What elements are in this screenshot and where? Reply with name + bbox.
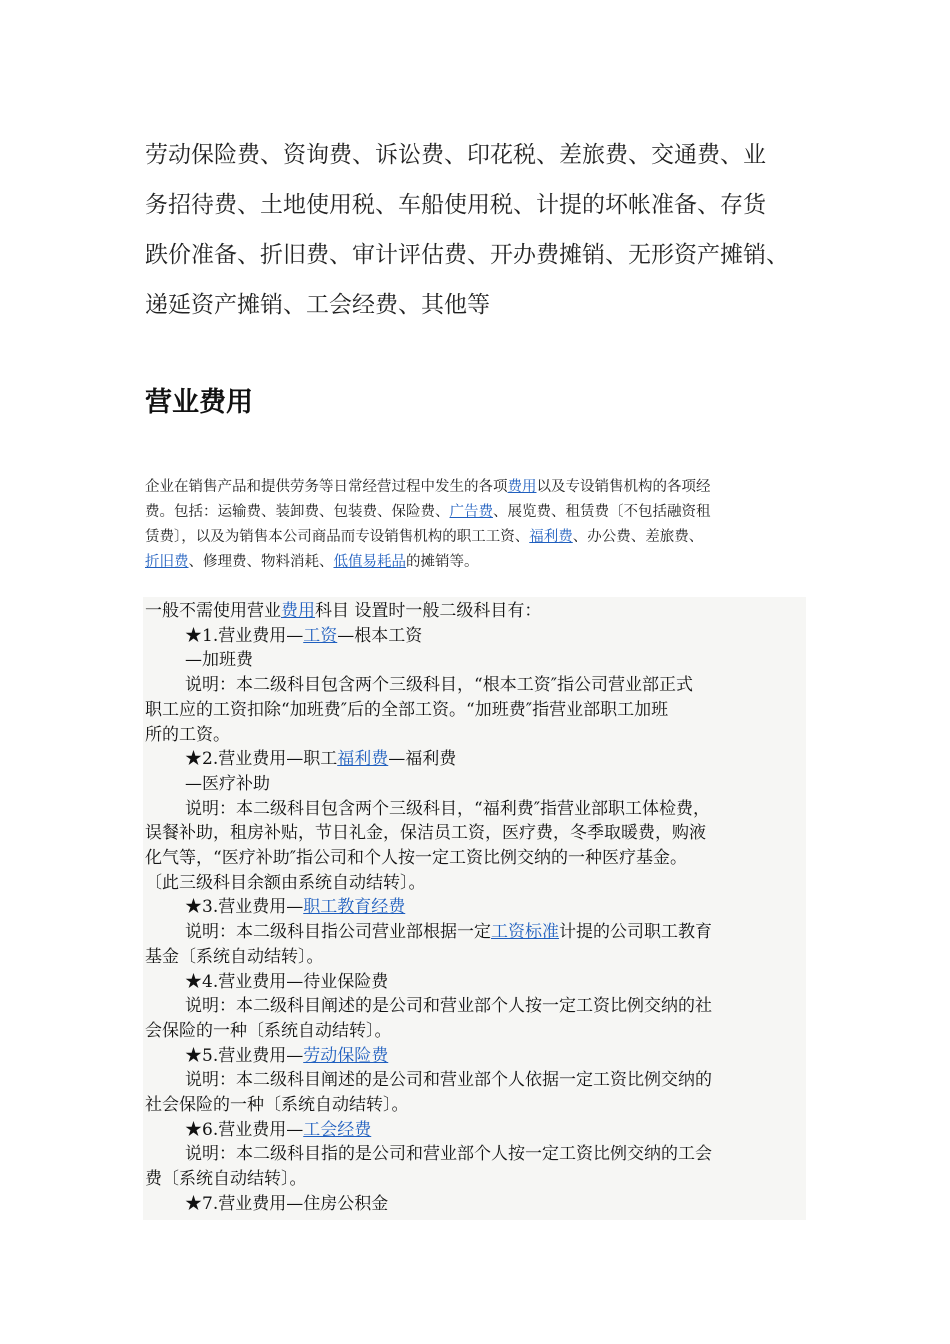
box-line — [145, 895, 805, 920]
definition-line — [145, 475, 815, 500]
text: 以及专设销售机构的各项经 — [536, 479, 711, 495]
text: ★6.营业费用— — [185, 1119, 304, 1140]
box-line — [145, 747, 805, 772]
box-line: 基金〔系统自动结转〕。 — [145, 946, 324, 967]
intro-paragraph — [145, 130, 835, 330]
definition-line — [145, 525, 815, 550]
box-line: 所的工资。 — [145, 724, 230, 745]
text: ★3.营业费用— — [185, 897, 304, 918]
text: 企业在销售产品和提供劳务等日常经营过程中发生的各项 — [145, 479, 508, 495]
text: 赁费〕，以及为销售本公司商品而专设销售机构的职工工资、 — [145, 529, 530, 545]
text: 计提的公司职工教育 — [559, 922, 712, 943]
link-guanggaofei[interactable]: 广告费 — [449, 504, 493, 520]
text: ★2.营业费用—职工 — [185, 749, 338, 770]
link-fulifei[interactable]: 福利费 — [529, 529, 573, 545]
box-line — [145, 1044, 805, 1069]
intro-line: 递延资产摊销、工会经费、其他等 — [145, 292, 490, 318]
text: —根本工资 — [337, 625, 423, 646]
link-laodongbaoxianfei[interactable]: 劳动保险费 — [303, 1045, 389, 1066]
text: 说明：本二级科目指公司营业部根据一定 — [185, 922, 491, 943]
text: 科目 设置时一般二级科目有： — [315, 601, 542, 621]
box-line — [145, 599, 805, 624]
section-heading: 营业费用 — [145, 387, 253, 418]
text: 、修理费、物料消耗、 — [188, 554, 334, 570]
link-feiyong[interactable]: 费用 — [507, 479, 537, 495]
box-line: ★4.营业费用—待业保险费 — [185, 971, 389, 992]
text: ★1.营业费用— — [185, 625, 304, 646]
box-line: 社会保险的一种〔系统自动结转〕。 — [145, 1095, 409, 1116]
link-gongzi[interactable]: 工资 — [303, 625, 338, 646]
box-line: 化气等，“医疗补助″指公司和个人按一定工资比例交纳的一种医疗基金。 — [145, 848, 688, 869]
text: 一般不需使用营业 — [145, 601, 281, 621]
box-line — [145, 1118, 805, 1143]
box-line: 说明：本二级科目包含两个三级科目，“根本工资″指公司营业部正式 — [185, 675, 694, 696]
subaccount-list — [145, 599, 805, 1217]
box-line: 〔此三级科目余额由系统自动结转〕。 — [145, 872, 426, 893]
intro-line: 劳动保险费、资询费、诉讼费、印花税、差旅费、交通费、业 — [145, 142, 766, 168]
text: 的摊销等。 — [406, 554, 479, 570]
box-line: 说明：本二级科目指的是公司和营业部个人按一定工资比例交纳的工会 — [185, 1144, 712, 1165]
box-line: 说明：本二级科目阐述的是公司和营业部个人依据一定工资比例交纳的 — [185, 1070, 712, 1091]
link-gonghuijingfei[interactable]: 工会经费 — [303, 1119, 372, 1140]
box-line: ★7.营业费用—住房公积金 — [185, 1193, 389, 1214]
box-line: 费〔系统自动结转〕。 — [145, 1169, 307, 1190]
link-zhejiufei[interactable]: 折旧费 — [145, 554, 189, 570]
definition-paragraph — [145, 475, 815, 575]
link-feiyong[interactable]: 费用 — [281, 601, 315, 621]
link-gongzibiaozhun[interactable]: 工资标准 — [491, 922, 559, 943]
text: —福利费 — [388, 749, 457, 770]
box-line — [145, 624, 805, 649]
box-line: 说明：本二级科目阐述的是公司和营业部个人按一定工资比例交纳的社 — [185, 996, 712, 1017]
text: ★5.营业费用— — [185, 1045, 304, 1066]
intro-line: 跌价准备、折旧费、审计评估费、开办费摊销、无形资产摊销、 — [145, 242, 789, 268]
subaccount-box — [143, 597, 806, 1220]
text: 、展览费、租赁费〔不包括融资租 — [493, 504, 711, 520]
definition-line — [145, 550, 815, 575]
text: 、办公费、差旅费、 — [572, 529, 704, 545]
link-zhigongjiaoyujingfei[interactable]: 职工教育经费 — [303, 897, 406, 918]
link-fulifei[interactable]: 福利费 — [337, 749, 389, 770]
box-line: —加班费 — [185, 650, 253, 671]
box-line: 会保险的一种〔系统自动结转〕。 — [145, 1020, 392, 1041]
text: 费。包括：运输费、装卸费、包装费、保险费、 — [145, 504, 450, 520]
box-line: —医疗补助 — [185, 773, 270, 794]
box-line: 说明：本二级科目包含两个三级科目，“福利费″指营业部职工体检费， — [185, 798, 711, 819]
box-line: 职工应的工资扣除“加班费″后的全部工资。“加班费″指营业部职工加班 — [145, 699, 669, 720]
box-line — [145, 920, 805, 945]
link-dizhiyihaopin[interactable]: 低值易耗品 — [333, 554, 406, 570]
intro-line: 务招待费、土地使用税、车船使用税、计提的坏帐准备、存货 — [145, 192, 766, 218]
definition-line — [145, 500, 815, 525]
box-line: 误餐补助，租房补贴，节日礼金，保洁员工资，医疗费，冬季取暖费，购液 — [145, 823, 706, 844]
